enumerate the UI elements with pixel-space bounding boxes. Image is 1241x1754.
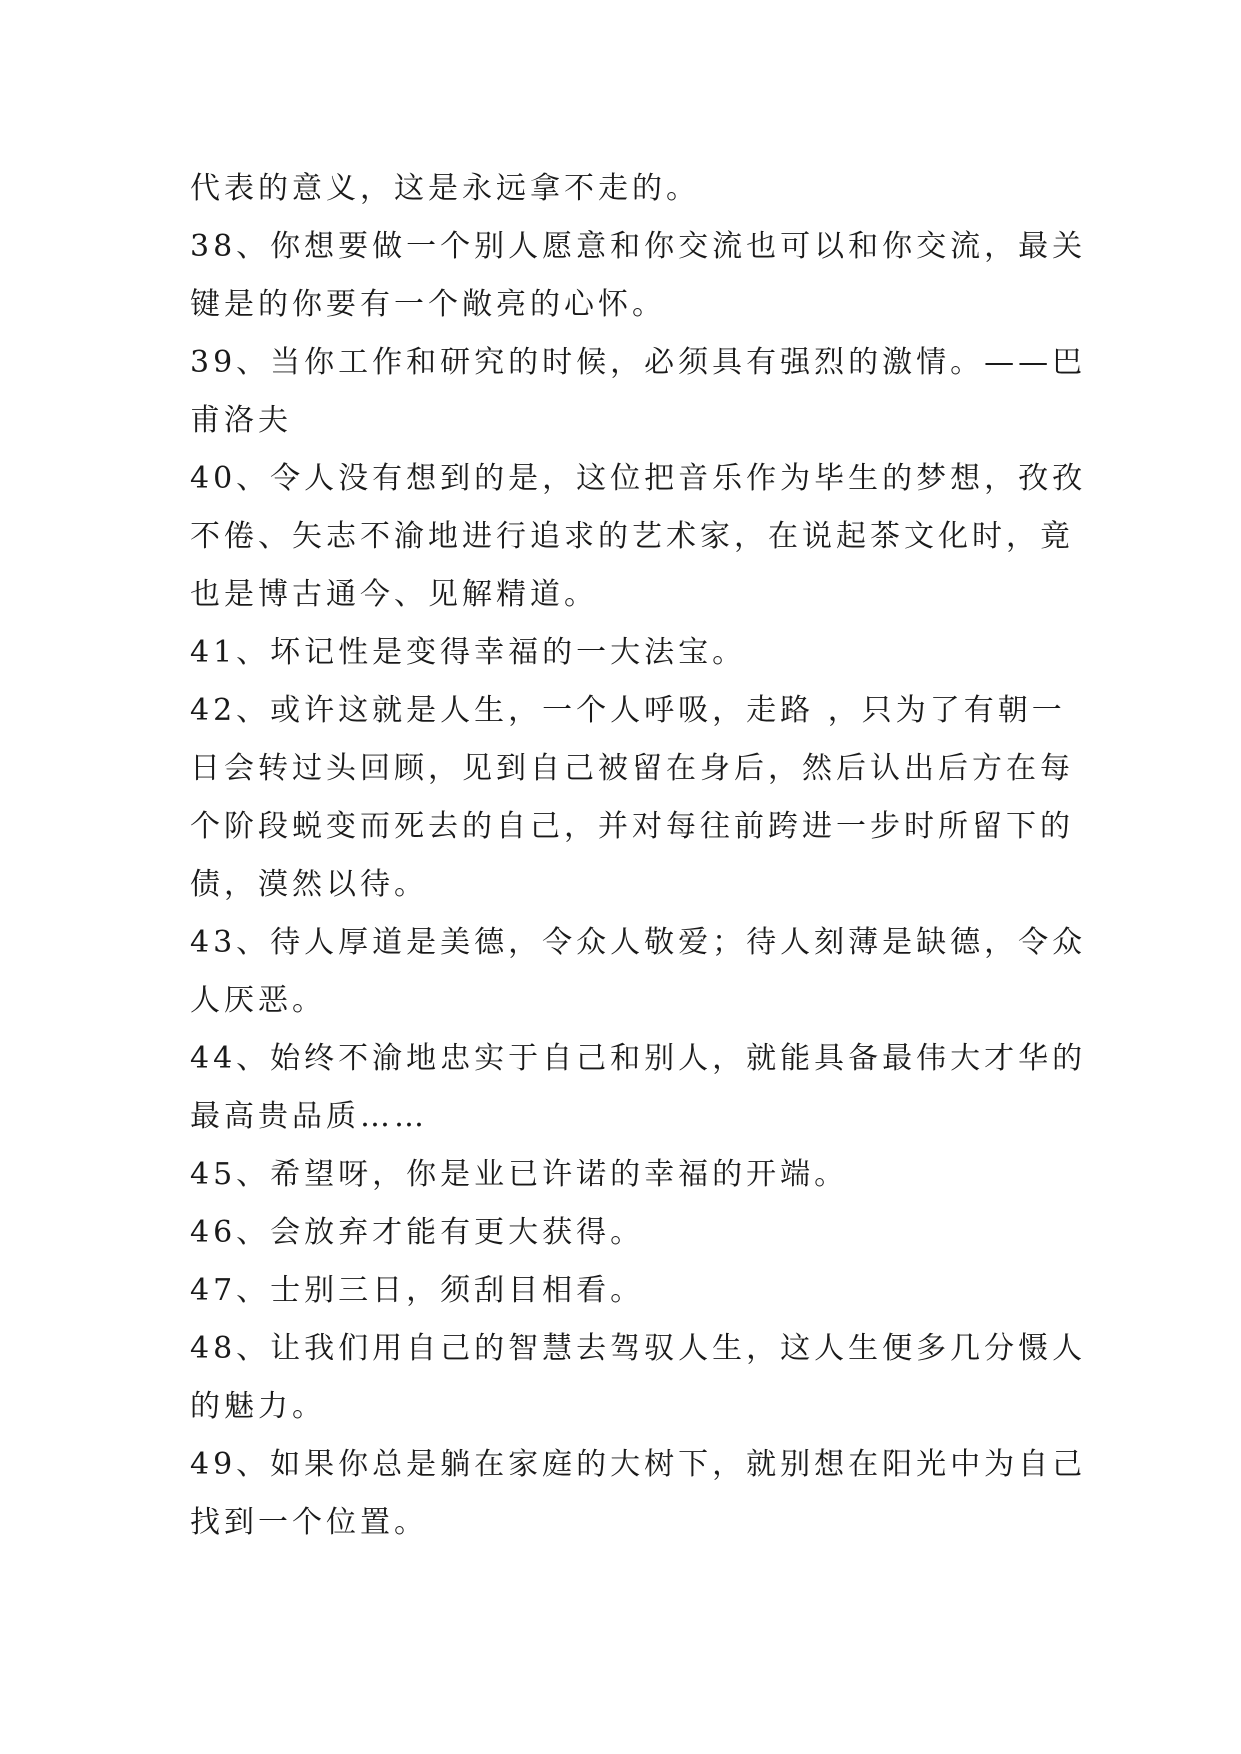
text-line: 日会转过头回顾，见到自己被留在身后，然后认出后方在每 <box>190 751 1074 786</box>
text-line: 43、待人厚道是美德，令众人敬爱；待人刻薄是缺德，令众 <box>190 925 1087 960</box>
text-line: 46、会放弃才能有更大获得。 <box>190 1215 645 1250</box>
text-line: 38、你想要做一个别人愿意和你交流也可以和你交流，最关 <box>190 229 1087 264</box>
text-line: 债，漠然以待。 <box>190 867 428 902</box>
text-line: 个阶段蜕变而死去的自己，并对每往前跨进一步时所留下的 <box>190 809 1074 844</box>
text-line: 39、当你工作和研究的时候，必须具有强烈的激情。——巴 <box>190 345 1087 380</box>
text-line: 的魅力。 <box>190 1389 326 1424</box>
text-line: 42、或许这就是人生，一个人呼吸，走路 ，只为了有朝一 <box>190 693 1066 728</box>
text-line: 键是的你要有一个敞亮的心怀。 <box>190 287 666 322</box>
text-line: 45、希望呀，你是业已许诺的幸福的开端。 <box>190 1157 849 1192</box>
text-line: 49、如果你总是躺在家庭的大树下，就别想在阳光中为自己 <box>190 1447 1087 1482</box>
text-line: 48、让我们用自己的智慧去驾驭人生，这人生便多几分慑人 <box>190 1331 1087 1366</box>
text-line: 人厌恶。 <box>190 983 326 1018</box>
text-line: 也是博古通今、见解精道。 <box>190 577 598 612</box>
text-line: 47、士别三日，须刮目相看。 <box>190 1273 645 1308</box>
text-line: 找到一个位置。 <box>190 1505 428 1540</box>
text-line: 41、坏记性是变得幸福的一大法宝。 <box>190 635 747 670</box>
text-line: 40、令人没有想到的是，这位把音乐作为毕生的梦想，孜孜 <box>190 461 1087 496</box>
text-line: 代表的意义，这是永远拿不走的。 <box>190 171 700 206</box>
text-line: 甫洛夫 <box>190 403 292 438</box>
document-body <box>190 160 1087 1552</box>
text-line: 最高贵品质…… <box>190 1099 428 1134</box>
text-line: 不倦、矢志不渝地进行追求的艺术家，在说起茶文化时，竟 <box>190 519 1074 554</box>
text-line: 44、始终不渝地忠实于自己和别人，就能具备最伟大才华的 <box>190 1041 1087 1076</box>
